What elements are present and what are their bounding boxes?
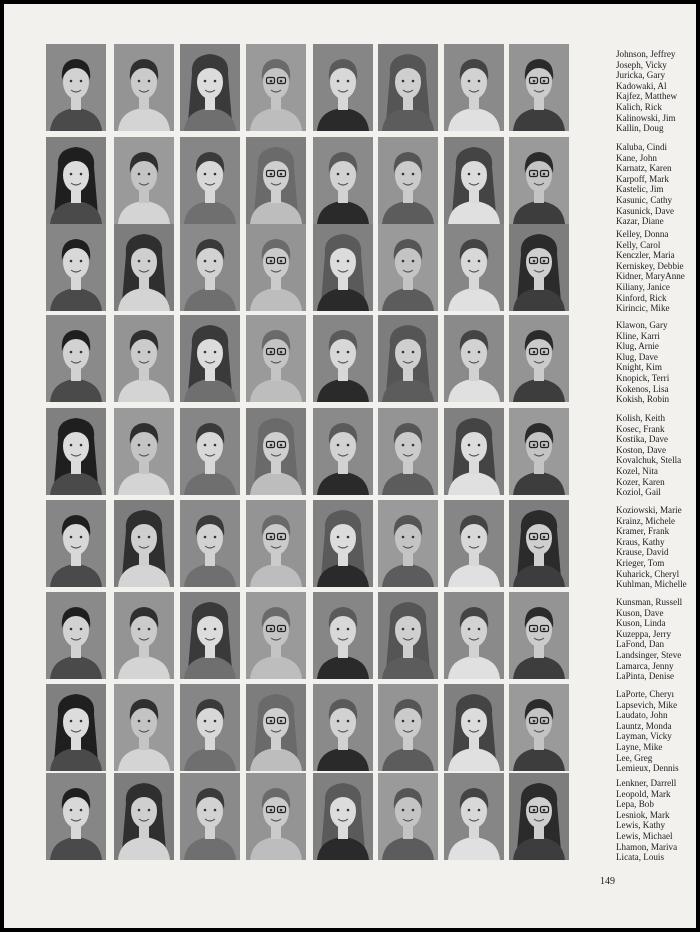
student-name: Karpoff, Mark (616, 173, 669, 184)
student-portrait (509, 500, 569, 587)
student-portrait (114, 137, 174, 224)
student-name: Kaluba, Cindi (616, 142, 668, 152)
student-name: Kokish, Robin (616, 394, 670, 405)
student-portrait (378, 773, 438, 860)
student-portrait (114, 44, 174, 131)
student-portrait (180, 137, 240, 224)
student-name: Kinford, Rick (616, 292, 667, 303)
student-portrait (509, 684, 569, 771)
name-list (616, 597, 696, 682)
student-portrait (246, 500, 306, 587)
student-name: Koston, Dave (616, 444, 667, 455)
student-portrait (509, 773, 569, 860)
student-name: Kolish, Keith (616, 413, 666, 423)
student-portrait (246, 773, 306, 860)
student-portrait (46, 137, 106, 224)
student-portrait (313, 224, 373, 311)
student-portrait (46, 315, 106, 402)
name-list (616, 229, 696, 314)
student-portrait (444, 315, 504, 402)
student-name: Leopold, Mark (616, 788, 671, 799)
portrait-row (46, 137, 675, 227)
student-name: Kalinowski, Jim (616, 112, 676, 123)
student-name: Kerniskey, Debbie (616, 260, 684, 271)
student-name: Kozer, Karen (616, 476, 665, 487)
student-portrait (180, 684, 240, 771)
student-name: Launtz, Monda (616, 720, 672, 731)
student-name: Kelley, Donna (616, 229, 669, 239)
student-portrait (46, 224, 106, 311)
student-name: Layne, Mike (616, 741, 663, 752)
student-portrait (378, 44, 438, 131)
student-portrait (114, 500, 174, 587)
student-portrait (313, 500, 373, 587)
student-name: Krieger, Tom (616, 557, 665, 568)
student-name: Kozel, Nita (616, 465, 658, 476)
student-portrait (509, 224, 569, 311)
student-name: Laudato, John (616, 710, 668, 721)
student-name: Kiliany, Janice (616, 281, 670, 292)
student-portrait (114, 315, 174, 402)
student-name: Klug, Arnie (616, 341, 659, 352)
student-portrait (114, 592, 174, 679)
student-portrait (46, 592, 106, 679)
portrait-row (46, 408, 682, 498)
student-name: Lewis, Michael (616, 830, 673, 841)
student-portrait (246, 137, 306, 224)
student-name: Kraus, Kathy (616, 536, 665, 547)
student-name: Klawon, Gary (616, 320, 668, 330)
portrait-row (46, 773, 678, 863)
student-name: Lewis, Kathy (616, 820, 665, 831)
student-name: LaPorte, Cheryı (616, 689, 675, 699)
student-name: Lemieux, Dennis (616, 763, 679, 774)
student-portrait (313, 315, 373, 402)
name-list (616, 413, 696, 498)
student-name: Lepa, Bob (616, 799, 654, 810)
student-name: Kuhlman, Michelle (616, 579, 687, 590)
student-name: Kenczler, Maria (616, 250, 675, 261)
student-portrait (509, 137, 569, 224)
portrait-row (46, 315, 670, 405)
student-portrait (246, 592, 306, 679)
student-name: Layman, Vicky (616, 731, 672, 742)
student-name: Kline, Karri (616, 330, 660, 341)
student-portrait (444, 224, 504, 311)
student-portrait (180, 315, 240, 402)
student-name: Lapsevich, Mike (616, 699, 678, 710)
student-name: Krainz, Michele (616, 515, 676, 526)
student-portrait (378, 500, 438, 587)
name-list (616, 689, 696, 774)
student-portrait (444, 684, 504, 771)
student-portrait (444, 137, 504, 224)
student-name: Kelly, Carol (616, 239, 661, 250)
student-portrait (246, 315, 306, 402)
student-portrait (444, 44, 504, 131)
student-portrait (114, 684, 174, 771)
student-name: LaFond, Dan (616, 639, 664, 650)
student-name: Kunsman, Russell (616, 597, 683, 607)
name-list (616, 778, 696, 863)
student-name: Kalich, Rick (616, 101, 662, 112)
student-name: Koziowski, Marie (616, 505, 682, 515)
student-name: Knight, Kim (616, 362, 662, 373)
student-portrait (114, 773, 174, 860)
student-name: Lhamon, Mariva (616, 841, 678, 852)
student-portrait (313, 44, 373, 131)
portrait-row (46, 592, 683, 682)
portrait-row (46, 224, 685, 314)
student-name: Kasunick, Dave (616, 205, 675, 216)
student-portrait (46, 500, 106, 587)
student-portrait (378, 592, 438, 679)
student-name: LaPinta, Denise (616, 671, 675, 682)
student-name: Kuson, Dave (616, 607, 664, 618)
student-name: Kastelic, Jim (616, 184, 664, 195)
student-portrait (180, 44, 240, 131)
student-portrait (180, 500, 240, 587)
student-name: Kostika, Dave (616, 434, 669, 445)
student-portrait (180, 773, 240, 860)
student-portrait (444, 773, 504, 860)
student-name: Kokenos, Lisa (616, 383, 669, 394)
name-list (616, 320, 696, 405)
student-name: Klug, Dave (616, 351, 658, 362)
student-portrait (114, 408, 174, 495)
student-name: Kallin, Doug (616, 123, 664, 134)
student-portrait (180, 592, 240, 679)
student-portrait (509, 408, 569, 495)
student-portrait (46, 44, 106, 131)
student-name: Kirincic, Mike (616, 303, 670, 314)
student-portrait (180, 224, 240, 311)
student-name: Kadowaki, Al (616, 80, 667, 91)
student-name: Koziol, Gail (616, 487, 661, 498)
student-name: Johnson, Jeffrey (616, 49, 676, 59)
student-portrait (378, 137, 438, 224)
student-portrait (378, 224, 438, 311)
student-portrait (444, 408, 504, 495)
name-list (616, 142, 696, 227)
student-portrait (46, 773, 106, 860)
student-name: Lenkner, Darrell (616, 778, 677, 788)
name-list (616, 505, 696, 590)
student-portrait (180, 408, 240, 495)
student-name: Kuzeppa, Jerry (616, 628, 672, 639)
student-name: Kane, John (616, 152, 657, 163)
student-name: Joseph, Vicky (616, 59, 667, 70)
student-portrait (378, 315, 438, 402)
student-name: Kuharick, Cheryl (616, 568, 680, 579)
student-name: Krause, David (616, 547, 669, 558)
student-portrait (313, 592, 373, 679)
student-portrait (313, 137, 373, 224)
student-name: Lamarca, Jenny (616, 660, 674, 671)
student-portrait (444, 592, 504, 679)
student-portrait (509, 315, 569, 402)
student-name: Kasunic, Cathy (616, 194, 673, 205)
student-portrait (313, 773, 373, 860)
student-portrait (444, 500, 504, 587)
student-portrait (313, 408, 373, 495)
student-name: Kramer, Frank (616, 526, 670, 537)
student-portrait (246, 408, 306, 495)
portrait-row (46, 500, 687, 590)
student-name: Kovalchuk, Stella (616, 455, 682, 466)
student-portrait (246, 44, 306, 131)
name-list (616, 49, 696, 134)
student-name: Karnatz, Karen (616, 163, 672, 174)
student-portrait (114, 224, 174, 311)
student-portrait (313, 684, 373, 771)
student-name: Kuson, Linda (616, 618, 666, 629)
portrait-row (46, 44, 678, 134)
student-portrait (46, 684, 106, 771)
student-name: Knopick, Terri (616, 372, 670, 383)
portrait-row (46, 684, 679, 774)
student-name: Juricka, Gary (616, 70, 665, 81)
student-name: Licata, Louis (616, 852, 664, 863)
student-name: Landsinger, Steve (616, 649, 682, 660)
student-portrait (246, 224, 306, 311)
student-name: Lesniok, Mark (616, 809, 670, 820)
student-portrait (509, 44, 569, 131)
student-portrait (378, 684, 438, 771)
yearbook-page (4, 4, 696, 928)
student-name: Kosec, Frank (616, 423, 665, 434)
student-portrait (246, 684, 306, 771)
student-name: Kidner, MaryAnne (616, 271, 685, 282)
student-portrait (509, 592, 569, 679)
student-name: Lee, Greg (616, 752, 653, 763)
student-portrait (46, 408, 106, 495)
page-number: 149 (600, 876, 615, 887)
student-name: Kajfez, Matthew (616, 91, 678, 102)
student-portrait (378, 408, 438, 495)
student-name: Kazar, Diane (616, 216, 664, 227)
